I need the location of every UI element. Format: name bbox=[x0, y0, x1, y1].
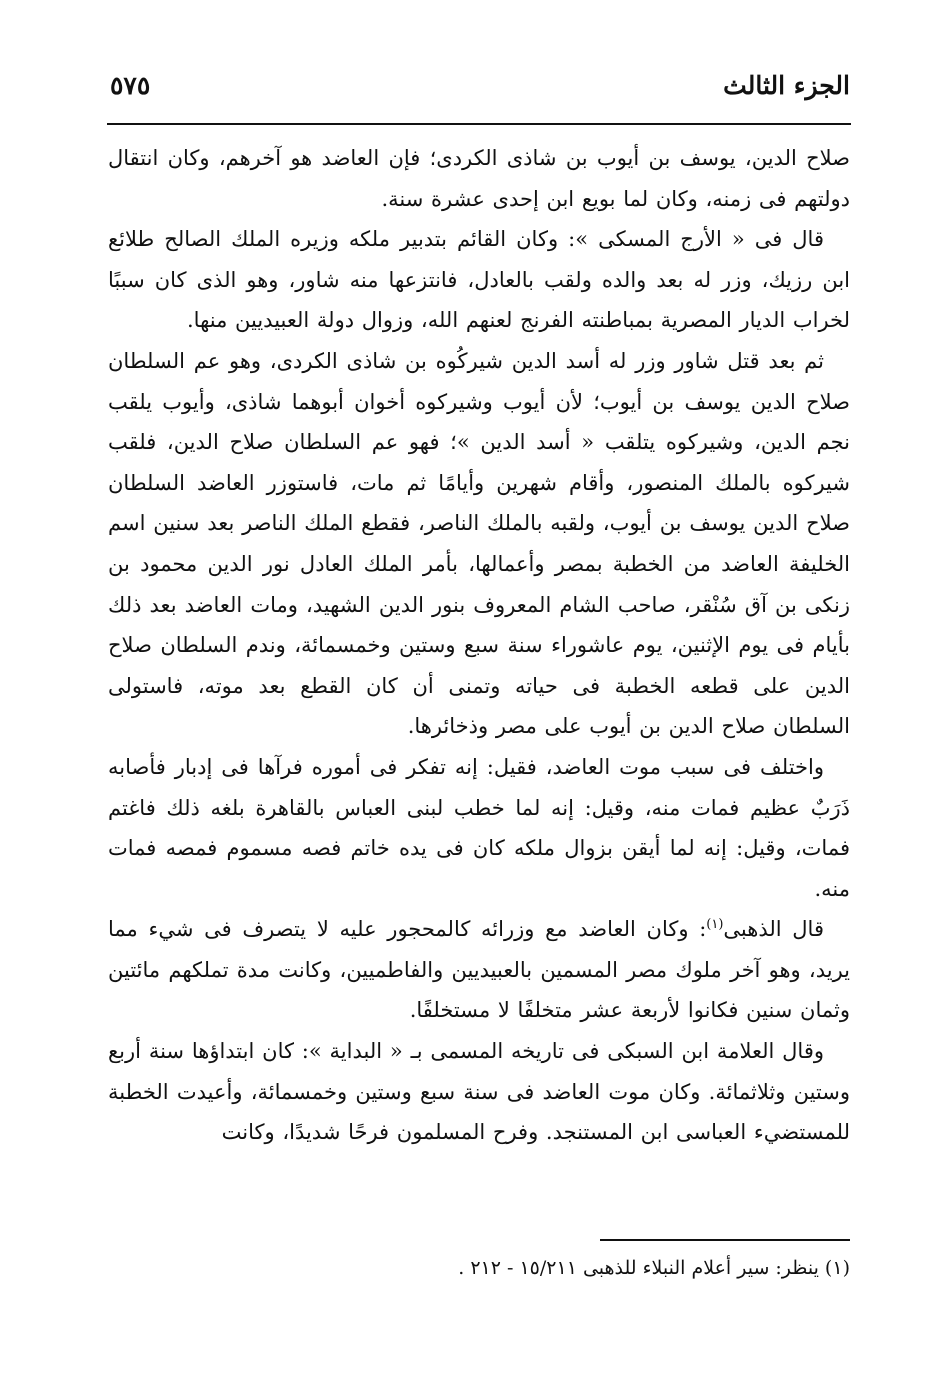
main-text bbox=[108, 138, 850, 1153]
paragraph: وقال العلامة ابن السبكى فى تاريخه المسمى بـ « البداية »: كان ابتداؤها سنة أربع وستين وثلاثمائة. وكان موت العاضد فى سنة سبع وستين وخمسمائة، وأعيدت الخطبة للمستضيء العباسى ابن المستنجد. وفرح المسلمون فرحًا شديدًا، وكانت bbox=[108, 1039, 850, 1145]
paragraph: ثم بعد قتل شاور وزر له أسد الدين شيركُوه بن شاذى الكردى، وهو عم السلطان صلاح الدين يوسف بن أيوب؛ لأن أيوب وشيركوه أخوان أبوهما شاذى، وأيوب يلقب نجم الدين، وشيركوه يتلقب « أسد الدين »؛ فهو عم السلطان صلاح الدين، فلقب شيركوه بالملك المنصور، وأقام شهرين وأيامًا ثم مات، فاستوزر العاضد السلطان صلاح الدين يوسف بن أيوب، ولقبه بالملك الناصر، فقطع الملك الناصر بعد سنين اسم الخليفة العاضد من الخطبة بمصر وأعمالها، بأمر الملك العادل نور الدين محمود بن زنكى بن آق سُنْقر، صاحب الشام المعروف بنور الدين الشهيد، ومات العاضد بعد ذلك بأيام فى يوم الإثنين، يوم عاشوراء سنة سبع وستين وخمسمائة، وندم السلطان صلاح الدين على قطعه الخطبة فى حياته وتمنى أن كان القطع بعد موته، فاستولى السلطان صلاح الدين بن أيوب على مصر وذخائرها. bbox=[108, 348, 850, 739]
footnote: (١) ينظر: سير أعلام النبلاء للذهبى ١٥/٢١١ - ٢١٢ . bbox=[458, 1257, 850, 1279]
header-rule bbox=[107, 123, 851, 125]
paragraph-with-footnote bbox=[108, 909, 850, 1031]
footnote-rule bbox=[600, 1239, 850, 1241]
paragraph: واختلف فى سبب موت العاضد، فقيل: إنه تفكر فى أموره فرآها فى إدبار فأصابه ذَرَبٌ عظيم فمات منه، وقيل: إنه لما خطب لبنى العباس بالقاهرة بلغه ذلك فاغتم فمات، وقيل: إنه لما أيقن بزوال ملكه كان فى يده خاتم فصه مسموم فمصه فمات منه. bbox=[108, 754, 850, 901]
paragraph: قال فى « الأرج المسكى »: وكان القائم بتدبير ملكه وزيره الملك الصالح طلائع ابن رزيك، وزر له بعد والده ولقب بالعادل، فانتزعها منه شاور، وهو الذى كان سببًا لخراب الديار المصرية بمباطنته الفرنج لعنهم الله، وزوال دولة العبيديين منها. bbox=[108, 227, 850, 333]
paragraph-lead: قال الذهبى bbox=[723, 917, 824, 942]
page-number: ٥٧٥ bbox=[110, 71, 151, 100]
footnote-reference[interactable]: (١) bbox=[706, 917, 724, 933]
running-head: الجزء الثالث bbox=[723, 71, 850, 100]
paragraph-rest: : وكان العاضد مع وزرائه كالمحجور عليه لا يتصرف فى شيء مما يريد، وهو آخر ملوك مصر المسمين بالعبيديين والفاطميين، وكانت مدة تملكهم مائتين وثمان سنين فكانوا لأربعة عشر متخلفًا لا مستخلفًا. bbox=[108, 917, 850, 1023]
paragraph: صلاح الدين، يوسف بن أيوب بن شاذى الكردى؛ فإن العاضد هو آخرهم، وكان انتقال دولتهم فى زمنه، وكان لما بويع ابن إحدى عشرة سنة. bbox=[108, 146, 850, 211]
page-header bbox=[110, 66, 850, 106]
